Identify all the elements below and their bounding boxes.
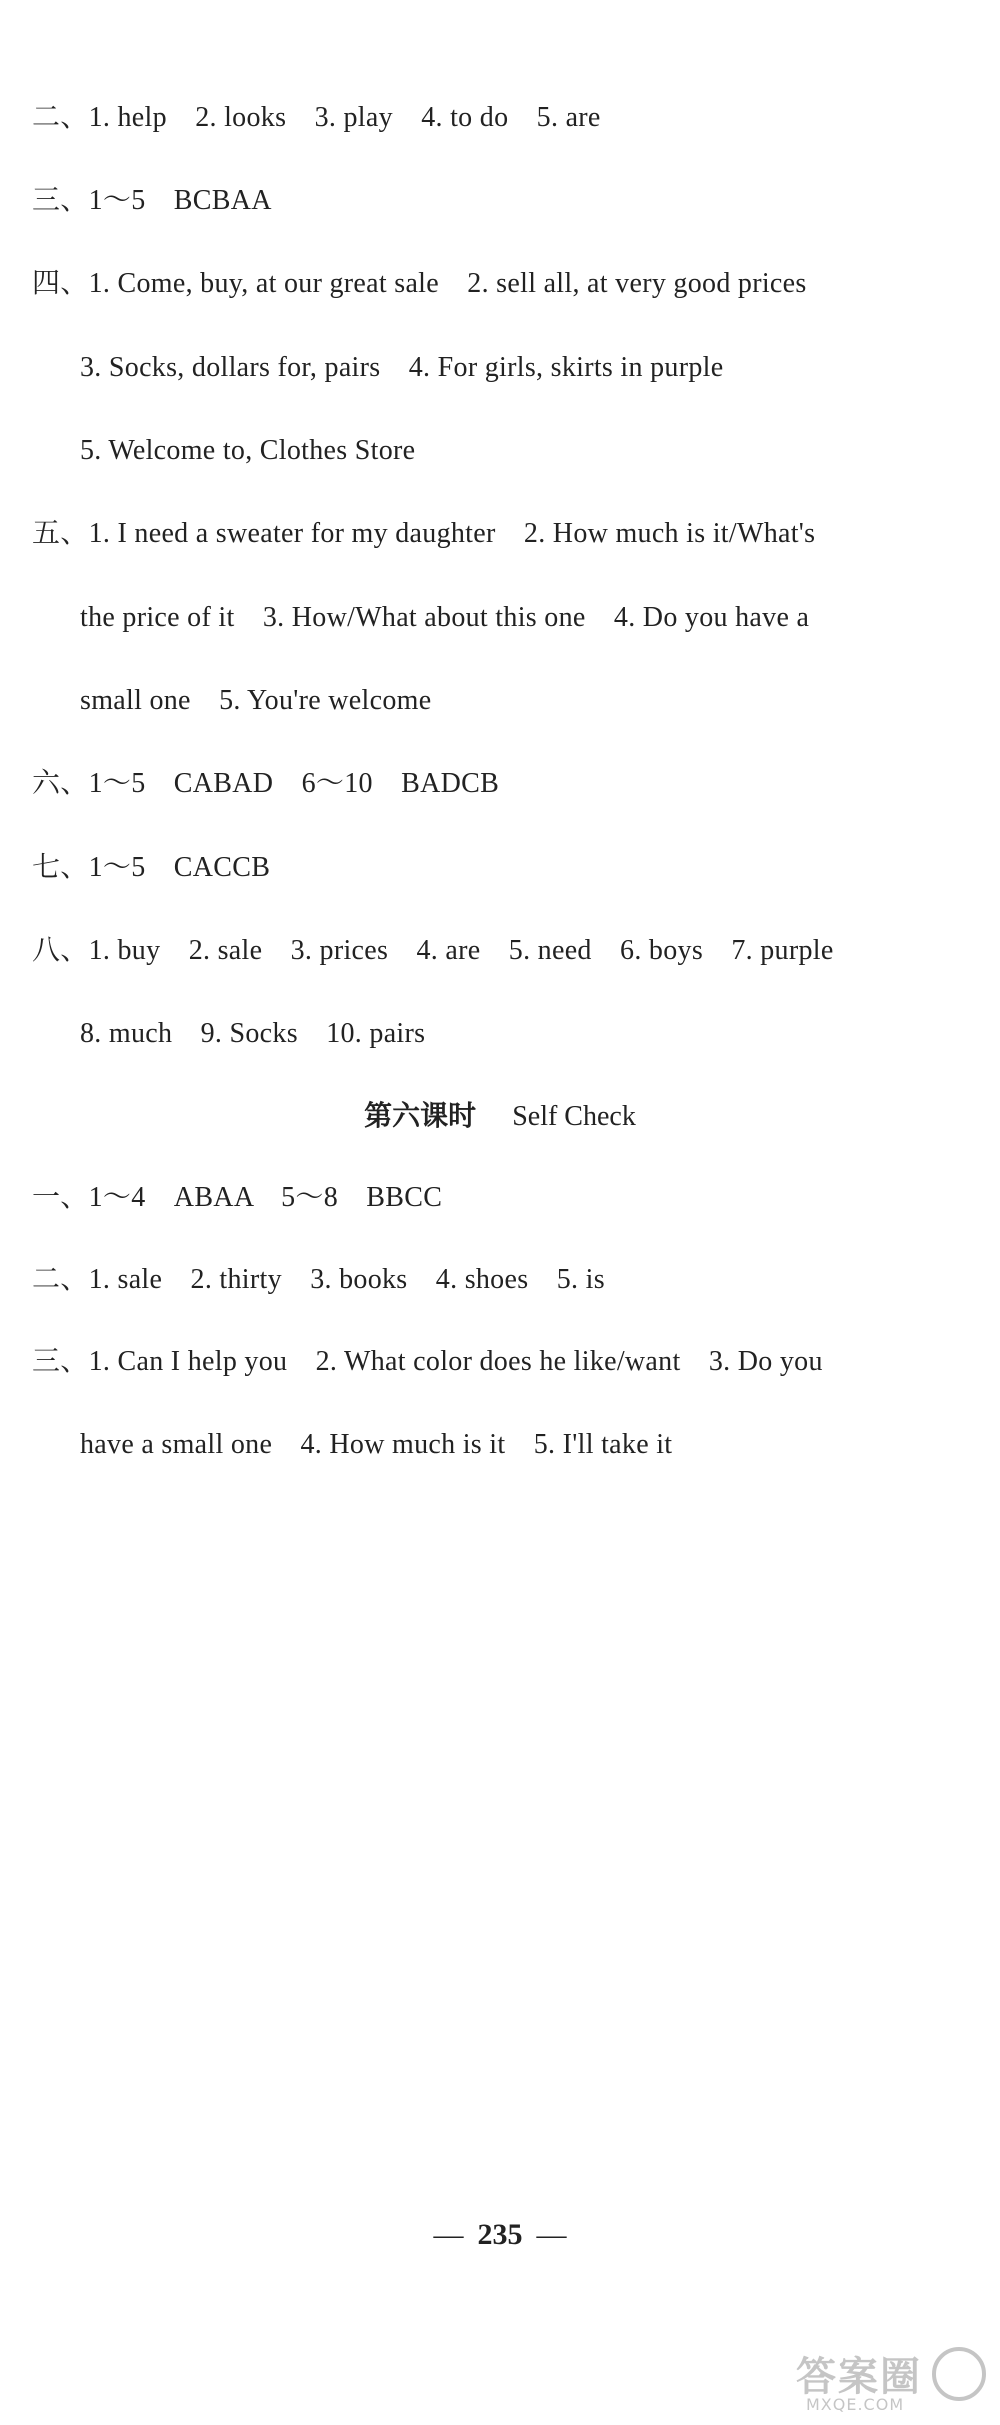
- answer-line-2: 二、1. help 2. looks 3. play 4. to do 5. are: [32, 102, 601, 133]
- answer-line-4-cont2: 5. Welcome to, Clothes Store: [80, 435, 416, 466]
- selfcheck-line-3: 三、1. Can I help you 2. What color does he like/want 3. Do you: [32, 1346, 823, 1377]
- answer-line-4-cont1: 3. Socks, dollars for, pairs 4. For girls, skirts in purple: [80, 352, 724, 383]
- answer-line-7: 七、1～5 CACCB: [32, 852, 271, 883]
- answer-line-8: 八、1. buy 2. sale 3. prices 4. are 5. need 6. boys 7. purple: [32, 935, 834, 966]
- answer-line-5: 五、1. I need a sweater for my daughter 2. How much is it/What's: [32, 518, 816, 549]
- section-title-chinese: 第六课时: [364, 1099, 477, 1132]
- selfcheck-line-1: 一、1～4 ABAA 5～8 BBCC: [32, 1182, 443, 1213]
- watermark-text: 答案圈: [796, 2354, 922, 2400]
- page-number: [0, 2218, 1000, 2252]
- watermark-circle-icon: [932, 2347, 986, 2401]
- page-number-value: 235: [477, 2218, 523, 2251]
- answer-line-4: 四、1. Come, buy, at our great sale 2. sell all, at very good prices: [32, 268, 807, 299]
- selfcheck-line-3-cont: have a small one 4. How much is it 5. I'll take it: [80, 1429, 673, 1460]
- answer-line-3: 三、1～5 BCBAA: [32, 185, 272, 216]
- selfcheck-line-2: 二、1. sale 2. thirty 3. books 4. shoes 5. is: [32, 1264, 605, 1295]
- answer-line-5-cont2: small one 5. You're welcome: [80, 685, 432, 716]
- section-title-english: Self Check: [512, 1101, 636, 1132]
- answer-line-6: 六、1～5 CABAD 6～10 BADCB: [32, 768, 500, 799]
- page-number-dash-right: —: [536, 2218, 567, 2251]
- answer-line-5-cont1: the price of it 3. How/What about this one 4. Do you have a: [80, 602, 810, 633]
- page-number-dash-left: —: [433, 2218, 464, 2251]
- section-title: [0, 1098, 1000, 1135]
- watermark-site: MXQE.COM: [806, 2395, 905, 2414]
- answer-line-8-cont: 8. much 9. Socks 10. pairs: [80, 1018, 426, 1049]
- watermark-logo: [796, 2345, 986, 2419]
